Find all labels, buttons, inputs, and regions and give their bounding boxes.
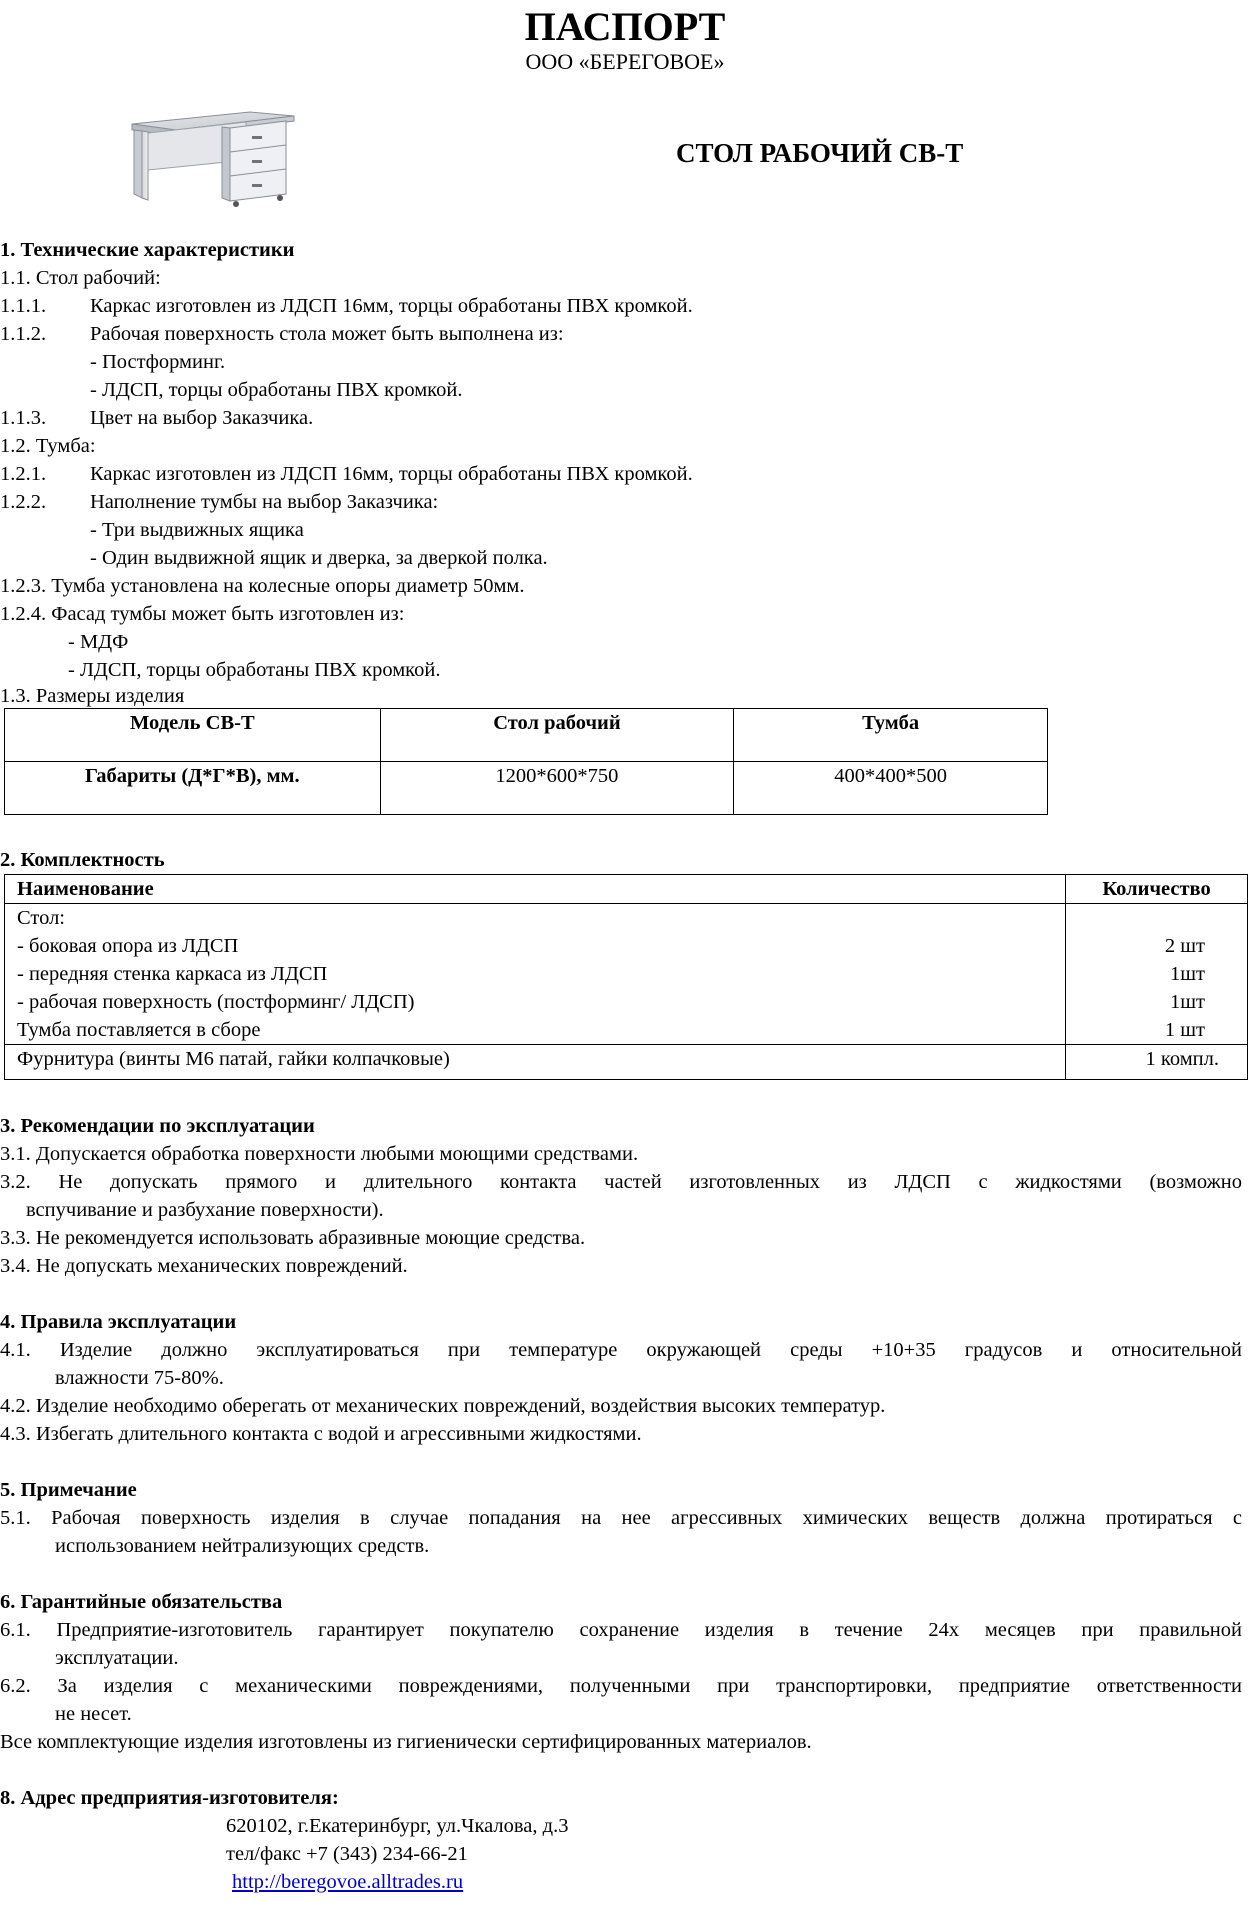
website-link-wrap [232,1868,463,1896]
table-cell [5,1045,1066,1080]
section-8-heading: 8. Адрес предприятия-изготовителя: [0,1787,339,1809]
dimensions-table [4,708,1048,815]
section-5-heading: 5. Примечание [0,1479,137,1501]
table-header-cell: Стол рабочий [380,709,734,762]
section-4-heading: 4. Правила эксплуатации [0,1311,237,1333]
table-cell: 1200*600*750 [380,762,734,815]
s6-2-line2: не несет. [55,1703,132,1725]
product-name: СТОЛ РАБОЧИЙ СВ-Т [676,138,964,168]
s1-2-1: Каркас изготовлен из ЛДСП 16мм, торцы обработаны ПВХ кромкой. [90,463,693,485]
section-1-heading: 1. Технические характеристики [0,239,295,261]
table-header-cell: Тумба [734,709,1048,762]
s3-2-line2: вспучивание и разбухание поверхности). [26,1199,384,1221]
s3-1: 3.1. Допускается обработка поверхности любыми моющими средствами. [0,1143,639,1165]
s1-1-1-num: 1.1.1. [0,295,47,317]
table-header-row [5,709,1048,762]
list-item-qty [1066,904,1205,932]
s6-2-line1: 6.2. За изделия с механическими повреждениями, полученными при транспортировки, предприятие ответственности [0,1675,1242,1697]
list-item: - боковая опора из ЛДСП [17,935,239,957]
s1-2-4-a: - МДФ [68,631,129,653]
hardware-qty: 1 компл. [1145,1048,1219,1070]
s1-1-2-b: - ЛДСП, торцы обработаны ПВХ кромкой. [90,379,463,401]
s1-3: 1.3. Размеры изделия [0,685,185,707]
s3-4: 3.4. Не допускать механических повреждений. [0,1255,408,1277]
list-item: Стол: [17,907,65,929]
s1-1: 1.1. Стол рабочий: [0,267,161,289]
contents-names [5,904,1066,1045]
list-item-qty: 1шт [1170,991,1205,1013]
s1-2-2: Наполнение тумбы на выбор Заказчика: [90,491,439,513]
s1-2-1-num: 1.2.1. [0,463,47,485]
s1-1-2-a: - Постформинг. [90,351,226,373]
s1-2-4-b: - ЛДСП, торцы обработаны ПВХ кромкой. [68,659,441,681]
table-cell: 400*400*500 [734,762,1048,815]
table-row [5,1045,1248,1080]
s1-1-3: Цвет на выбор Заказчика. [90,407,314,429]
address: 620102, г.Екатеринбург, ул.Чкалова, д.3 [226,1815,569,1837]
desk-illustration [126,108,298,208]
list-item-qty: 2 шт [1164,935,1205,957]
list-item: - рабочая поверхность (постформинг/ ЛДСП) [17,991,415,1013]
col-qty-header: Количество [1066,875,1248,904]
s4-1-line1: 4.1. Изделие должно эксплуатироваться при температуре окружающей среды +10+35 градусов и относительной [0,1339,1242,1361]
s4-3: 4.3. Избегать длительного контакта с водой и агрессивными жидкостями. [0,1423,642,1445]
s5-1-line1: 5.1. Рабочая поверхность изделия в случае попадания на нее агрессивных химических веществ должна протираться с [0,1507,1242,1529]
table-row [5,904,1248,1045]
table-cell [1066,1045,1248,1080]
s1-2-3: 1.2.3. Тумба установлена на колесные опоры диаметр 50мм. [0,575,525,597]
section-2-heading: 2. Комплектность [0,849,165,871]
s1-1-2-num: 1.1.2. [0,323,47,345]
s1-2: 1.2. Тумба: [0,435,96,457]
s3-3: 3.3. Не рекомендуется использовать абразивные моющие средства. [0,1227,586,1249]
table-cell: Габариты (Д*Г*В), мм. [5,762,381,815]
list-item-qty: 1 шт [1164,1019,1205,1041]
s4-2: 4.2. Изделие необходимо оберегать от механических повреждений, воздействия высоких температур. [0,1395,886,1417]
s4-1-line2: влажности 75-80%. [55,1367,224,1389]
s1-2-2-b: - Один выдвижной ящик и дверка, за дверкой полка. [90,547,548,569]
s5-1-line2: использованием нейтрализующих средств. [55,1535,430,1557]
contents-quantities [1066,904,1248,1045]
website-link[interactable]: http://beregovoe.alltrades.ru [232,1871,464,1893]
section-3-heading: 3. Рекомендации по эксплуатации [0,1115,315,1137]
s3-2-line1: 3.2. Не допускать прямого и длительного контакта частей изготовленных из ЛДСП с жидкостями (возможно [0,1171,1242,1193]
table-row [5,762,1048,815]
contents-table [4,874,1248,1080]
s1-1-3-num: 1.1.3. [0,407,47,429]
company-name: ООО «БЕРЕГОВОЕ» [525,49,725,74]
list-item: - передняя стенка каркаса из ЛДСП [17,963,328,985]
page-title: ПАСПОРТ [524,4,726,49]
hardware-name: Фурнитура (винты М6 патай, гайки колпачковые) [17,1048,450,1070]
s1-1-2: Рабочая поверхность стола может быть выполнена из: [90,323,564,345]
s6-3: Все комплектующие изделия изготовлены из гигиенически сертифицированных материалов. [0,1731,812,1753]
s6-1-line1: 6.1. Предприятие-изготовитель гарантирует покупателю сохранение изделия в течение 24х месяцев при правильной [0,1619,1242,1641]
s1-2-2-num: 1.2.2. [0,491,47,513]
s1-2-2-a: - Три выдвижных ящика [90,519,304,541]
s1-2-4: 1.2.4. Фасад тумбы может быть изготовлен из: [0,603,405,625]
list-item-qty: 1шт [1170,963,1205,985]
table-header-cell: Модель СВ-Т [5,709,381,762]
phone: тел/факс +7 (343) 234-66-21 [226,1843,468,1865]
s6-1-line2: эксплуатации. [55,1647,179,1669]
col-name-header: Наименование [5,875,1066,904]
s1-1-1: Каркас изготовлен из ЛДСП 16мм, торцы обработаны ПВХ кромкой. [90,295,693,317]
table-header-row [5,875,1248,904]
list-item: Тумба поставляется в сборе [17,1019,261,1041]
section-6-heading: 6. Гарантийные обязательства [0,1591,283,1613]
